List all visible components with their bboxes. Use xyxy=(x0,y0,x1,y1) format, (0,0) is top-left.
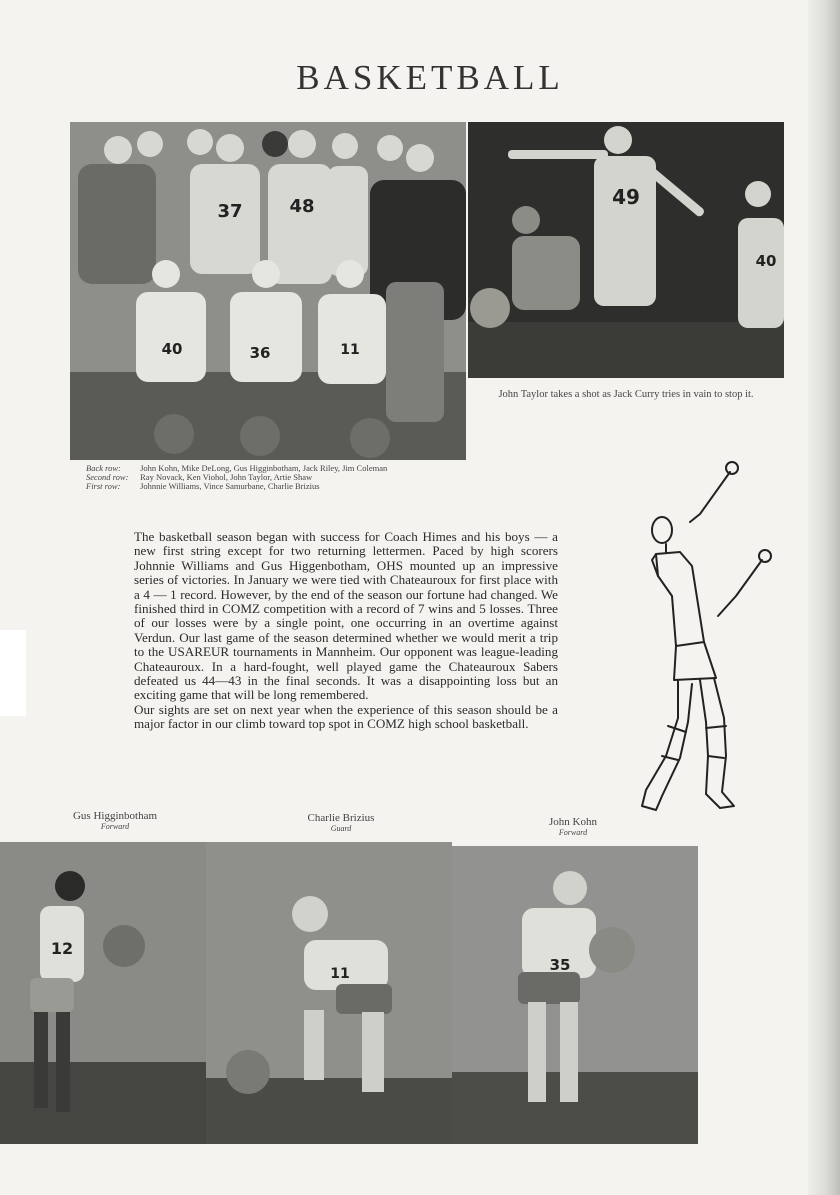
jersey-number: 12 xyxy=(50,939,74,958)
roster-row-names: John Kohn, Mike DeLong, Gus Higginbotham, Jack Riley, Jim Coleman xyxy=(140,463,388,473)
roster-row-label: Second row: xyxy=(86,472,129,482)
player-photo xyxy=(452,846,698,1144)
player-name: John Kohn xyxy=(549,816,597,828)
jersey-number: 49 xyxy=(612,185,640,209)
player-name: Charlie Brizius xyxy=(307,812,375,824)
page-title: BASKETBALL xyxy=(296,58,564,97)
jersey-number: 36 xyxy=(249,344,271,362)
player-photo xyxy=(0,842,206,1144)
basketball-player-sketch-icon xyxy=(622,456,778,818)
jersey-number: 35 xyxy=(549,956,571,974)
roster-row-names: Ray Novack, Ken Viohol, John Taylor, Artie Shaw xyxy=(140,472,313,482)
article-paragraph: Our sights are set on next year when the experience of this season should be a major factor in our climb toward top spot in COMZ high school basketball. xyxy=(134,701,558,732)
article-paragraph: The basketball season began with success for Coach Himes and his boys — a new first string except for two returning lettermen. Paced by high scorers Johnnie Williams and Gus Higgenbotham, OHS mounted up an impressive series of victories. In January we were tied with Chateauroux for first place with a 4 — 1 record. However, by the end of the season our fortune had changed. We finished third in COMZ competition with a record of 7 wins and 5 losses. Three of our losses were by a single point, one occurring in an overtime against Verdun. Our last game of the season determined whether we would merit a trip to the USAREUR tournaments in Mannheim. Our opponent was league-leading Chateauroux. In a hard-fought, well played game the Chateauroux Sabers defeated us 44—43 in the final seconds. It was a disappointing loss but an exciting game that will be long remembered. xyxy=(134,529,558,703)
player-position: Forward xyxy=(558,828,588,837)
jersey-number: 40 xyxy=(161,340,183,358)
player-position: Guard xyxy=(330,824,352,833)
jersey-number: 37 xyxy=(217,201,243,222)
player-caption xyxy=(40,810,190,832)
player-name: Gus Higginbotham xyxy=(72,810,158,822)
jersey-number: 48 xyxy=(289,196,315,217)
player-position: Forward xyxy=(100,822,130,831)
roster xyxy=(86,464,387,491)
roster-row xyxy=(86,482,387,491)
team-photo xyxy=(70,122,466,460)
jersey-number: 11 xyxy=(330,966,350,982)
player-caption xyxy=(266,812,416,834)
article-body xyxy=(134,530,558,732)
page-edge-shadow xyxy=(808,0,840,1195)
page-tab-marker xyxy=(0,630,26,716)
player-photo xyxy=(206,842,452,1144)
roster-row-names: Johnnie Williams, Vince Samurbane, Charlie Brizius xyxy=(140,481,320,491)
jersey-number: 40 xyxy=(755,252,777,270)
action-photo-caption: John Taylor takes a shot as Jack Curry tries in vain to stop it. xyxy=(498,389,754,400)
action-photo xyxy=(468,122,784,378)
jersey-number: 11 xyxy=(340,342,360,358)
roster-row-label: Back row: xyxy=(86,463,121,473)
player-caption xyxy=(498,816,648,838)
roster-row-label: First row: xyxy=(86,481,121,491)
